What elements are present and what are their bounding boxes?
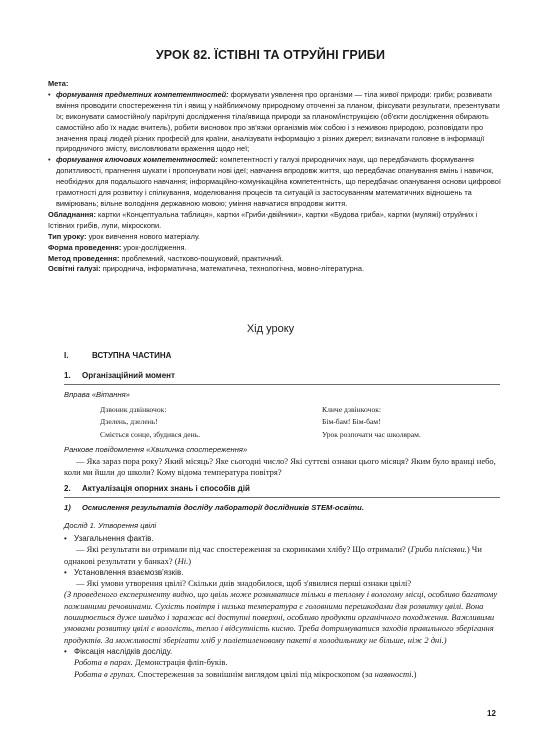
subsection-number: 2. (64, 484, 71, 493)
type-label: Тип уроку: (48, 231, 87, 241)
lesson-metadata (48, 79, 502, 275)
page-number: 12 (487, 709, 496, 718)
type-text: урок вивчення нового матеріалу. (86, 231, 200, 241)
bullet-item: • Узагальнення фактів. (64, 533, 501, 544)
answer-paragraph: (З проведеного експерименту видно, що цвіль може розвиватися тільки в теплому і вологому місці, особливо багатому поживними речовинами. Сухість повітря і низька температура є головними перешкодами для розвитку цвілі. Вона поширюється дуже швидко і заражає всі доступні поверхні, особливо продукти органічного походження. Важливими умовами розвитку цвілі є вологість, тепло і відсутність кисню. Треба дотримуватися заходів правильного зберігання продуктів. За можливості зберігати хліб у поліетиленовому пакеті в холодильнику не більше, ніж 2 дні.) (64, 589, 498, 645)
item-number: 1) (64, 503, 71, 512)
method-label: Метод проведення: (48, 253, 120, 263)
subsection-heading (64, 371, 175, 380)
questions-paragraph (64, 456, 501, 479)
equipment-label: Обладнання: (48, 209, 96, 219)
educational-areas (48, 264, 502, 275)
lesson-heading: Хід уроку (246, 323, 295, 335)
equipment (48, 210, 502, 232)
divider (64, 384, 500, 385)
pairs-text: Демонстрація фліп-буків. (132, 657, 228, 668)
experiment-title: Дослід 1. Утворення цвілі (64, 521, 157, 530)
section-number: I. (64, 351, 69, 360)
groups-text2: .) (411, 668, 417, 679)
question-paragraph (64, 544, 501, 567)
lesson-type (48, 232, 502, 243)
pairs-work (64, 657, 501, 668)
subsection-title: Організаційний момент (82, 371, 175, 380)
subsection-number: 1. (64, 371, 71, 380)
goal1-text: формувати уявлення про організми — тіла живої природи: гриби; розвивати вміння проводити спостереження тіл і явищ у найближчому природному оточенні за планом, фіксувати результати, презентувати їх; виконувати самостійно/у парі/групі дослідження тіла/явища природи за планом/інструкцією (об'єкти дослідження обирають самостійно або їх надає вчитель), робити висновок про зв'язки організмів між собою і з неживою природою, розповідати про значення праці людей різних професій для країни, аналізувати інформацію з різних джерел; визначати головне в інформації природничого змісту, висловлювати враження щодо неї; (56, 89, 500, 154)
q2-answer: Гриби плісняви. (410, 544, 467, 555)
poem-line: Бім-бам! Бім-бам! (322, 417, 381, 427)
divider (64, 497, 500, 498)
poem-line: Дзвоник дзвінкочок: (100, 405, 167, 414)
equipment-text: картки «Концептуальна таблиця», картки «Гриби-двійники», картки «Будова гриба», картки (муляжі) отруйних і їстівних грибів, лупи, мікроскопи. (48, 209, 478, 230)
goal1-label: формування предметних компетентностей: (56, 89, 229, 99)
lesson-method (48, 254, 502, 265)
bullet-item: • Фіксація наслідків досліду. (64, 646, 501, 657)
q2-text2: ) Чи однакові результати у банках? ( (64, 544, 482, 566)
q2-text: — Які результати ви отримали під час спостереження за скоринками хлібу? Що отримали? ( (76, 544, 411, 555)
groups-label: Робота в групах. (74, 668, 136, 679)
form-text: урок-дослідження. (121, 242, 187, 252)
goal-label: Мета: (48, 79, 69, 88)
item-title: Осмислення результатів досліду лабораторії дослідників STEM-освіти. (82, 503, 364, 512)
exercise-title: Ранкове повідомлення «Хвилинка спостереження» (64, 445, 248, 454)
exercise-title: Вправа «Вітання» (64, 390, 130, 399)
subsection-heading (64, 484, 250, 493)
subsection-title: Актуалізація опорних знань і способів дій (82, 484, 250, 493)
question-paragraph: — Які умови утворення цвілі? Скільки днів знадобилося, щоб з'явилися перші ознаки цвілі? (76, 578, 412, 589)
goal-key-competence (48, 155, 502, 210)
groups-work (64, 669, 501, 680)
section-title: ВСТУПНА ЧАСТИНА (92, 351, 172, 360)
questions-text: — Яка зараз пора року? Який місяць? Яке сьогодні число? Які суттєві ознаки цього місяця? Яким було вранці небо, коли ми йшли до школи? Кому відома температура повітря? (64, 456, 496, 478)
goal2-label: формування ключових компетентностей: (56, 155, 218, 165)
areas-text: природнича, інформатична, математична, технологічна, мовно-літературна. (100, 264, 365, 274)
groups-note: за наявності (364, 668, 412, 679)
poem-line: Кличе дзвінкочок: (322, 405, 382, 414)
groups-text: Спостереження за зовнішнім виглядом цвілі під мікроскопом ( (135, 668, 365, 679)
method-text: проблемний, частково-пошуковий, практичний. (119, 253, 284, 263)
poem-line: Дзелень, дзелень! (100, 417, 158, 427)
poem-line: Урок розпочати час школярам. (322, 429, 421, 439)
bullet-item: • Установлення взаємозв'язків. (64, 567, 501, 578)
pairs-label: Робота в парах. (74, 657, 133, 668)
poem-right-column (322, 404, 421, 441)
lesson-form (48, 243, 502, 254)
poem-left-column (100, 404, 200, 441)
goal2-text: компетентності у галузі природничих наук, що передбачають формування допитливості, прагнення шукати і пропонувати нові ідеї; навчання впродовж життя, що передбачає опанування вмінь і навичок, необхідних для подальшого навчання; інформаційно-комунікаційна компетентність, що передбачає опанування основи цифрової грамотності для розвитку і спілкування, моделювання процесів та ситуацій із застосуванням математичних відношень та вимірювань; вільне володіння державною мовою; уміння навчатися впродовж життя. (56, 155, 501, 208)
areas-label: Освітні галузі: (48, 264, 101, 274)
poem-line: Сміється сонце, збудився день. (100, 429, 201, 439)
page-title: УРОК 82. ЇСТІВНІ ТА ОТРУЙНІ ГРИБИ (155, 48, 386, 62)
section-heading (64, 351, 171, 360)
q2-text3: ) (188, 555, 192, 566)
goal-subject-competence (48, 90, 502, 155)
subsection-item (64, 503, 364, 512)
q2-answer2: Ні. (177, 555, 189, 566)
experiment-body (64, 533, 501, 680)
form-label: Форма проведення: (48, 242, 122, 252)
